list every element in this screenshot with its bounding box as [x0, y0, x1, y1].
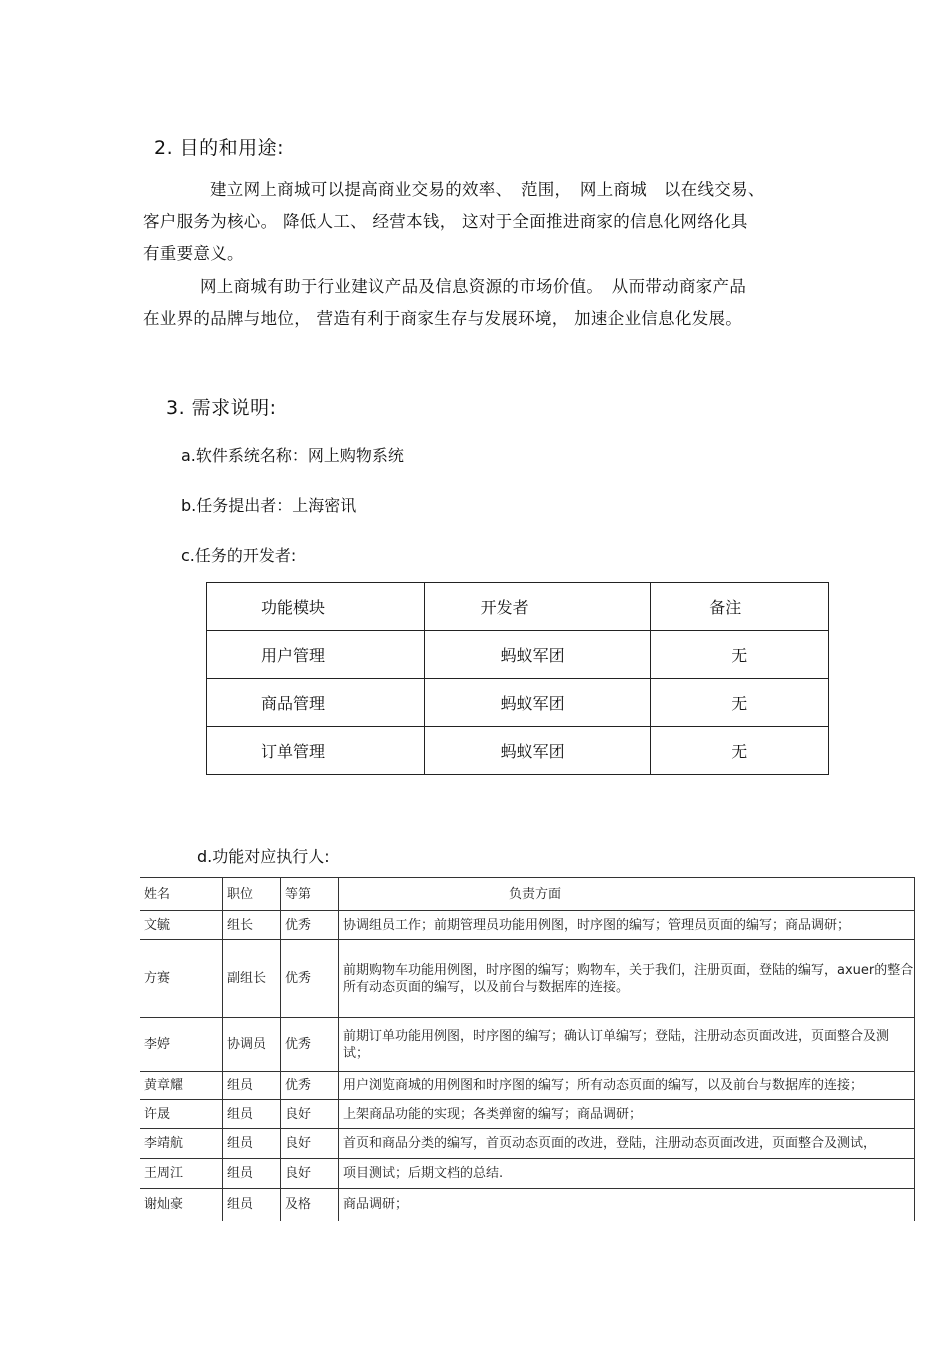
name-cell: 李婷 [140, 1018, 223, 1072]
table-row [207, 727, 829, 775]
position-cell: 组员 [223, 1072, 281, 1100]
table-row [140, 1100, 915, 1129]
responsibility-cell: 用户浏览商城的用例图和时序图的编写；所有动态页面的编写，以及前台与数据库的连接； [339, 1072, 915, 1100]
name-cell: 方赛 [140, 940, 223, 1018]
developer-cell: 蚂蚁军团 [424, 727, 651, 775]
name-cell: 黄章耀 [140, 1072, 223, 1100]
header-cell-grade: 等第 [281, 878, 339, 911]
task-developer-item: c.任务的开发者: [181, 546, 297, 565]
module-cell: 订单管理 [207, 727, 425, 775]
developer-table [206, 582, 829, 775]
responsibility-cell: 商品调研； [339, 1189, 915, 1221]
responsibility-cell: 项目测试；后期文档的总结. [339, 1159, 915, 1189]
position-cell: 组员 [223, 1100, 281, 1129]
header-cell-responsibility: 负责方面 [339, 878, 915, 911]
position-cell: 组员 [223, 1129, 281, 1159]
task-proposer-item: b.任务提出者：上海密讯 [181, 496, 357, 515]
grade-cell: 优秀 [281, 1018, 339, 1072]
responsibility-cell: 协调组员工作；前期管理员功能用例图，时序图的编写；管理员页面的编写；商品调研； [339, 911, 915, 940]
module-cell: 用户管理 [207, 631, 425, 679]
table-row [140, 1018, 915, 1072]
notes-cell: 无 [651, 727, 829, 775]
table-row [140, 1189, 915, 1221]
purpose-paragraph-2-line-1: 网上商城有助于行业建议产品及信息资源的市场价值。 从而带动商家产品 [200, 277, 747, 296]
name-cell: 王周江 [140, 1159, 223, 1189]
grade-cell: 优秀 [281, 940, 339, 1018]
grade-cell: 良好 [281, 1129, 339, 1159]
table-row [140, 1129, 915, 1159]
grade-cell: 良好 [281, 1159, 339, 1189]
purpose-paragraph-1-line-2: 客户服务为核心。 降低人工、 经营本钱， 这对于全面推进商家的信息化网络化具 [143, 212, 748, 231]
table-row [207, 631, 829, 679]
position-cell: 组员 [223, 1159, 281, 1189]
section-3-heading: 3. 需求说明: [166, 397, 277, 419]
grade-cell: 优秀 [281, 911, 339, 940]
table-header-row [207, 583, 829, 631]
responsibility-cell: 上架商品功能的实现；各类弹窗的编写；商品调研； [339, 1100, 915, 1129]
developer-cell: 蚂蚁军团 [424, 631, 651, 679]
position-cell: 组长 [223, 911, 281, 940]
notes-cell: 无 [651, 679, 829, 727]
section-2-heading: 2. 目的和用途: [154, 137, 285, 159]
responsibility-cell: 前期购物车功能用例图，时序图的编写；购物车，关于我们，注册页面，登陆的编写，axuer的整合 所有动态页面的编写，以及前台与数据库的连接。 [339, 940, 915, 1018]
grade-cell: 优秀 [281, 1072, 339, 1100]
responsibility-cell: 前期订单功能用例图，时序图的编写；确认订单编写；登陆，注册动态页面改进，页面整合及测试； [339, 1018, 915, 1072]
purpose-paragraph-1-line-1: 建立网上商城可以提高商业交易的效率、 范围， 网上商城 以在线交易、 [210, 180, 765, 199]
table-row [140, 1072, 915, 1100]
name-cell: 谢灿豪 [140, 1189, 223, 1221]
software-name-item: a.软件系统名称：网上购物系统 [181, 446, 404, 465]
purpose-paragraph-2-line-2: 在业界的品牌与地位， 营造有利于商家生存与发展环境， 加速企业信息化发展。 [143, 309, 743, 328]
function-executor-item: d.功能对应执行人: [197, 847, 330, 866]
grade-cell: 及格 [281, 1189, 339, 1221]
header-cell-notes: 备注 [651, 583, 829, 631]
header-cell-module: 功能模块 [207, 583, 425, 631]
notes-cell: 无 [651, 631, 829, 679]
position-cell: 组员 [223, 1189, 281, 1221]
header-cell-developer: 开发者 [424, 583, 651, 631]
table-row [140, 1159, 915, 1189]
name-cell: 许晟 [140, 1100, 223, 1129]
table-row [207, 679, 829, 727]
responsibility-cell: 首页和商品分类的编写，首页动态页面的改进，登陆，注册动态页面改进，页面整合及测试， [339, 1129, 915, 1159]
header-cell-position: 职位 [223, 878, 281, 911]
position-cell: 副组长 [223, 940, 281, 1018]
table-header-row [140, 878, 915, 911]
table-row [140, 940, 915, 1018]
module-cell: 商品管理 [207, 679, 425, 727]
position-cell: 协调员 [223, 1018, 281, 1072]
name-cell: 文毓 [140, 911, 223, 940]
header-cell-name: 姓名 [140, 878, 223, 911]
developer-cell: 蚂蚁军团 [424, 679, 651, 727]
executor-table [140, 877, 915, 1221]
purpose-paragraph-1-line-3: 有重要意义。 [143, 244, 244, 263]
table-row [140, 911, 915, 940]
name-cell: 李靖航 [140, 1129, 223, 1159]
grade-cell: 良好 [281, 1100, 339, 1129]
